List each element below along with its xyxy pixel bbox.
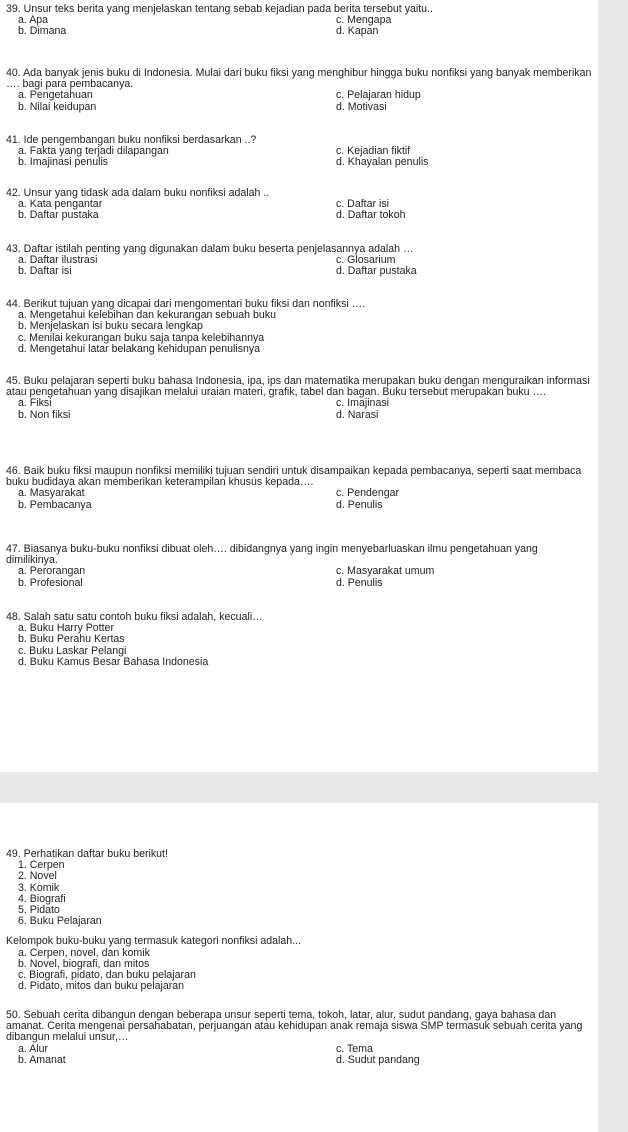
option-d: d. Motivasi — [336, 100, 387, 113]
option-b: b. Novel, biografi, dan mitos — [18, 957, 150, 970]
option-d: d. Penulis — [336, 576, 383, 589]
list-item: 5. Pidato — [18, 904, 60, 917]
option-c: c. Glosarium — [336, 254, 396, 267]
option-a: a. Apa — [18, 14, 49, 27]
option-d: d. Buku Kamus Besar Bahasa Indonesia — [18, 655, 209, 668]
option-a: a. Pengetahuan — [18, 89, 93, 102]
question-stem: 47. Biasanya buku-buku nonfiksi dibuat oleh…. dibidangnya yang ingin menyebarluaskan ilmu pengetahuan yang dimilikinya. — [6, 543, 538, 567]
question-40 — [6, 68, 592, 113]
option-b: b. Profesional — [18, 576, 83, 589]
list-item: 6. Buku Pelajaran — [18, 915, 102, 928]
list-item: 1. Cerpen — [18, 859, 65, 872]
option-d: d. Pidato, mitos dan buku pelajaran — [18, 980, 185, 993]
question-stem: 45. Buku pelajaran seperti buku bahasa Indonesia, ipa, ips dan matematika merupakan buku dengan menguraikan informasi atau pengetahuan yang disajikan melalui uraian materi, grafik, tabel dan bagan. Buku tersebut merupakan buku …. — [6, 375, 590, 399]
question-42 — [6, 188, 592, 222]
option-b: b. Buku Perahu Kertas — [18, 633, 125, 646]
option-c: c. Daftar isi — [336, 198, 389, 211]
option-a: a. Kata pengantar — [18, 198, 103, 211]
option-c: c. Biografi, pidato, dan buku pelajaran — [18, 969, 196, 982]
question-41 — [6, 135, 592, 169]
option-d: d. Daftar tokoh — [336, 209, 406, 222]
option-a: a. Daftar ilustrasi — [18, 254, 98, 267]
question-stem: 50. Sebuah cerita dibangun dengan beberapa unsur seperti tema, tokoh, latar, alur, sudut pandang, gaya bahasa dan amanat. Cerita mengenai persahabatan, perjuangan atau kehidupan anak remaja siswa SMP termasuk sebuah cerita yang dibangun melalui unsur,… — [6, 1009, 583, 1044]
option-d: d. Daftar pustaka — [336, 265, 417, 278]
option-b: b. Imajinasi penulis — [18, 156, 109, 169]
option-b: b. Pembacanya — [18, 498, 92, 511]
option-a: a. Mengetahui kelebihan dan kekurangan sebuah buku — [18, 309, 276, 322]
option-b: b. Dimana — [18, 25, 67, 38]
option-c: c. Mengapa — [336, 14, 392, 27]
question-stem: 42. Unsur yang tidask ada dalam buku nonfiksi adalah .. — [6, 187, 270, 199]
question-45 — [6, 376, 592, 421]
book-list — [6, 860, 592, 927]
question-43 — [6, 244, 592, 278]
question-stem: 49. Perhatikan daftar buku berikut! — [6, 848, 168, 860]
question-stem: 48. Salah satu satu contoh buku fiksi adalah, kecuali… — [6, 611, 263, 623]
question-44 — [6, 299, 592, 355]
option-d: d. Mengetahui latar belakang kehidupan penulisnya — [18, 342, 261, 355]
option-c: c. Kejadian fiktif — [336, 145, 411, 158]
option-c: c. Masyarakat umum — [336, 565, 435, 578]
option-d: d. Sudut pandang — [336, 1053, 420, 1066]
option-a: a. Perorangan — [18, 565, 86, 578]
question-stem: 40. Ada banyak jenis buku di Indonesia. Mulai dari buku fiksi yang menghibur hingga buku nonfiksi yang banyak memberikan …. bagi para pembacanya. — [6, 67, 592, 91]
list-item: 2. Novel — [18, 870, 57, 883]
worksheet-page-2 — [0, 803, 598, 1132]
option-b: b. Daftar pustaka — [18, 209, 99, 222]
option-d: d. Khayalan penulis — [336, 156, 429, 169]
option-a: a. Alur — [18, 1042, 49, 1055]
question-stem: 46. Baik buku fiksi maupun nonfiksi memiliki tujuan sendiri untuk disampaikan kepada pembacanya, seperti saat membaca buku budidaya akan memberikan keterampilan khusus kepada…. — [6, 465, 582, 489]
question-46 — [6, 466, 592, 511]
option-c: c. Pelajaran hidup — [336, 89, 421, 102]
list-item: 3. Komik — [18, 881, 60, 894]
question-48 — [6, 612, 592, 668]
option-a: a. Masyarakat — [18, 487, 85, 500]
question-stem: 43. Daftar istilah penting yang digunakan dalam buku beserta penjelasannya adalah … — [6, 243, 414, 255]
option-d: d. Penulis — [336, 498, 383, 511]
option-a: a. Fakta yang terjadi dilapangan — [18, 145, 169, 158]
question-49 — [6, 849, 592, 992]
question-39 — [6, 4, 592, 38]
option-c: c. Buku Laskar Pelangi — [18, 644, 127, 657]
option-a: a. Buku Harry Potter — [18, 622, 114, 635]
question-47 — [6, 544, 592, 589]
option-a: a. Cerpen, novel, dan komik — [18, 946, 150, 959]
question-stem: 44. Berikut tujuan yang dicapai dari mengomentari buku fiksi dan nonfiksi …. — [6, 298, 366, 310]
option-d: d. Kapan — [336, 25, 379, 38]
option-b: b. Amanat — [18, 1053, 66, 1066]
list-item: 4. Biografi — [18, 892, 66, 905]
option-c: c. Imajinasi — [336, 397, 389, 410]
option-c: c. Tema — [336, 1042, 373, 1055]
question-stem: 41. Ide pengembangan buku nonfiksi berdasarkan ..? — [6, 134, 257, 146]
question-sub-stem: Kelompok buku-buku yang termasuk kategori nonfiksi adalah... — [6, 935, 302, 948]
question-stem: 39. Unsur teks berita yang menjelaskan tentang sebab kejadian pada berita tersebut yaitu.. — [6, 3, 433, 15]
option-c: c. Menilai kekurangan buku saja tanpa kelebihannya — [18, 331, 265, 344]
question-50 — [6, 1010, 592, 1066]
option-b: b. Non fiksi — [18, 408, 71, 421]
option-b: b. Menjelaskan isi buku secara lengkap — [18, 320, 203, 333]
option-a: a. Fiksi — [18, 397, 52, 410]
option-c: c. Pendengar — [336, 487, 400, 500]
option-b: b. Daftar isi — [18, 265, 72, 278]
option-d: d. Narasi — [336, 408, 379, 421]
option-b: b. Nilai keidupan — [18, 100, 97, 113]
